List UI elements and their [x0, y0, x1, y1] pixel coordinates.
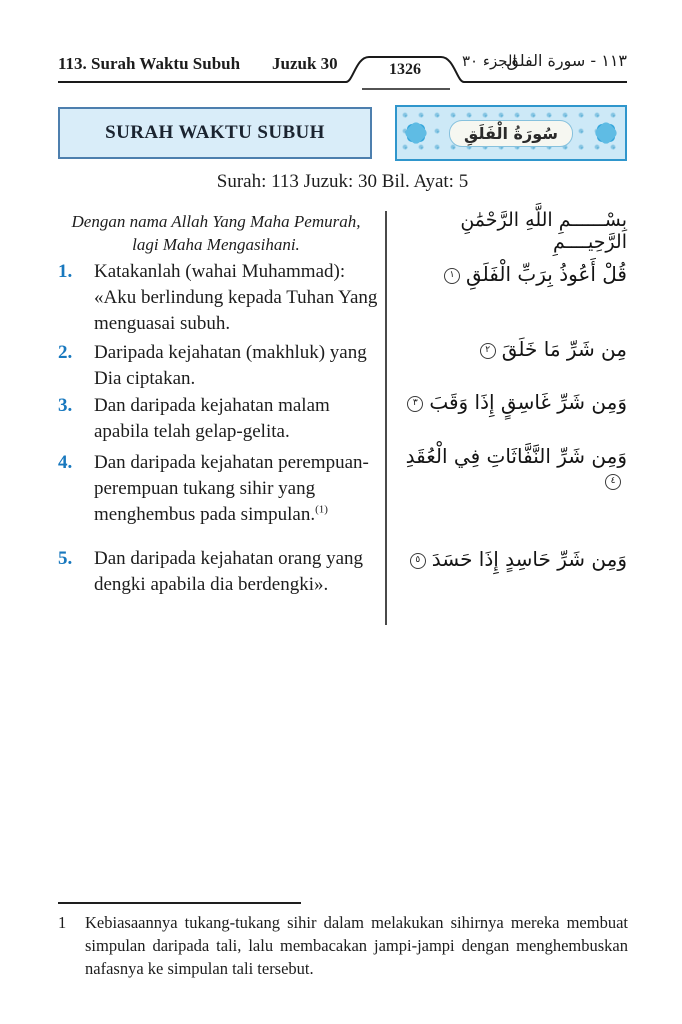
verse-number: 4.	[58, 452, 73, 473]
ornament-star-icon	[594, 121, 618, 145]
surah-title-banner-label: SURAH WAKTU SUBUH	[105, 122, 325, 143]
verse-number: 2.	[58, 342, 73, 363]
footnote-ref: (1)	[315, 503, 328, 516]
verse-row	[58, 340, 378, 392]
header-juz-arabic: الجزء ٣٠	[462, 52, 517, 70]
ayah-end-marker-icon: ٥	[410, 553, 426, 569]
verse-number: 1.	[58, 261, 73, 282]
surah-title-banner	[58, 107, 372, 159]
verse-text-malay-body: Dan daripada kejahatan perempuan-perempuan tukang sihir yang menghembus pada simpulan.	[94, 452, 369, 525]
verse-text-malay: Daripada kejahatan (makhluk) yang Dia ciptakan.	[94, 342, 367, 389]
verse-text-arabic: وَمِن شَرِّ غَاسِقٍ إِذَا وَقَبَ	[429, 390, 627, 414]
verse-arabic	[395, 337, 627, 361]
bismillah-arabic: بِسْــــــمِ اللَّهِ الرَّحْمَٰنِ الرَّحِيــــمِ	[460, 209, 627, 253]
header-surah-title-arabic: ١١٣ - سورة الفلق	[506, 51, 627, 70]
surah-title-ornament-frame	[395, 105, 627, 161]
verse-text-arabic: وَمِن شَرِّ النَّفَّاثَاتِ فِي الْعُقَدِ	[405, 444, 627, 468]
verse-arabic	[395, 390, 627, 414]
ayah-end-marker-icon: ٢	[480, 343, 496, 359]
bismillah-translation-line2: lagi Maha Mengasihani.	[132, 235, 300, 254]
ayah-end-marker-icon: ١	[444, 268, 460, 284]
verse-row	[58, 450, 378, 528]
header-surah-title-latin: 113. Surah Waktu Subuh	[58, 54, 241, 73]
bismillah-translation	[58, 210, 374, 256]
ayah-end-marker-icon: ٣	[407, 396, 423, 412]
verse-text-arabic: قُلْ أَعُوذُ بِرَبِّ الْفَلَقِ	[465, 262, 627, 286]
verse-arabic	[395, 444, 627, 492]
footnote	[58, 911, 628, 980]
verse-row	[58, 259, 378, 337]
ornament-star-icon	[404, 121, 428, 145]
surah-title-arabic-cartouche: سُورَةُ الْفَلَقِ	[449, 120, 573, 147]
verse-row	[58, 393, 378, 445]
surah-meta-line: Surah: 113 Juzuk: 30 Bil. Ayat: 5	[216, 171, 469, 192]
verse-text-malay: Dan daripada kejahatan malam apabila telah gelap-gelita.	[94, 395, 330, 442]
verse-row	[58, 546, 378, 598]
verse-number: 5.	[58, 548, 73, 569]
verse-text-malay: Katakanlah (wahai Muhammad): «Aku berlindung kepada Tuhan Yang menguasai subuh.	[94, 261, 378, 334]
footnote-separator	[58, 902, 301, 904]
verse-arabic	[395, 547, 627, 571]
verse-text-malay: Dan daripada kejahatan orang yang dengki apabila dia berdengki».	[94, 548, 364, 595]
footnote-text: Kebiasaannya tukang-tukang sihir dalam melakukan sihirnya mereka membuat simpulan daripada tali, lalu membacakan jampi-jampi dengan menghembuskan nafasnya ke simpulan tali tersebut.	[85, 913, 628, 978]
verse-number: 3.	[58, 395, 73, 416]
ayah-end-marker-icon: ٤	[605, 474, 621, 490]
verse-text-arabic: مِن شَرِّ مَا خَلَقَ	[501, 337, 627, 361]
bismillah-translation-line1: Dengan nama Allah Yang Maha Pemurah,	[71, 212, 361, 231]
verse-arabic	[395, 262, 627, 286]
header-juzuk-label: Juzuk 30	[272, 54, 338, 73]
footnote-number: 1	[58, 913, 67, 932]
page-number: 1326	[389, 61, 421, 78]
verse-text-arabic: وَمِن شَرِّ حَاسِدٍ إِذَا حَسَدَ	[431, 547, 627, 571]
verse-text-malay	[94, 450, 378, 528]
column-divider	[385, 211, 387, 625]
